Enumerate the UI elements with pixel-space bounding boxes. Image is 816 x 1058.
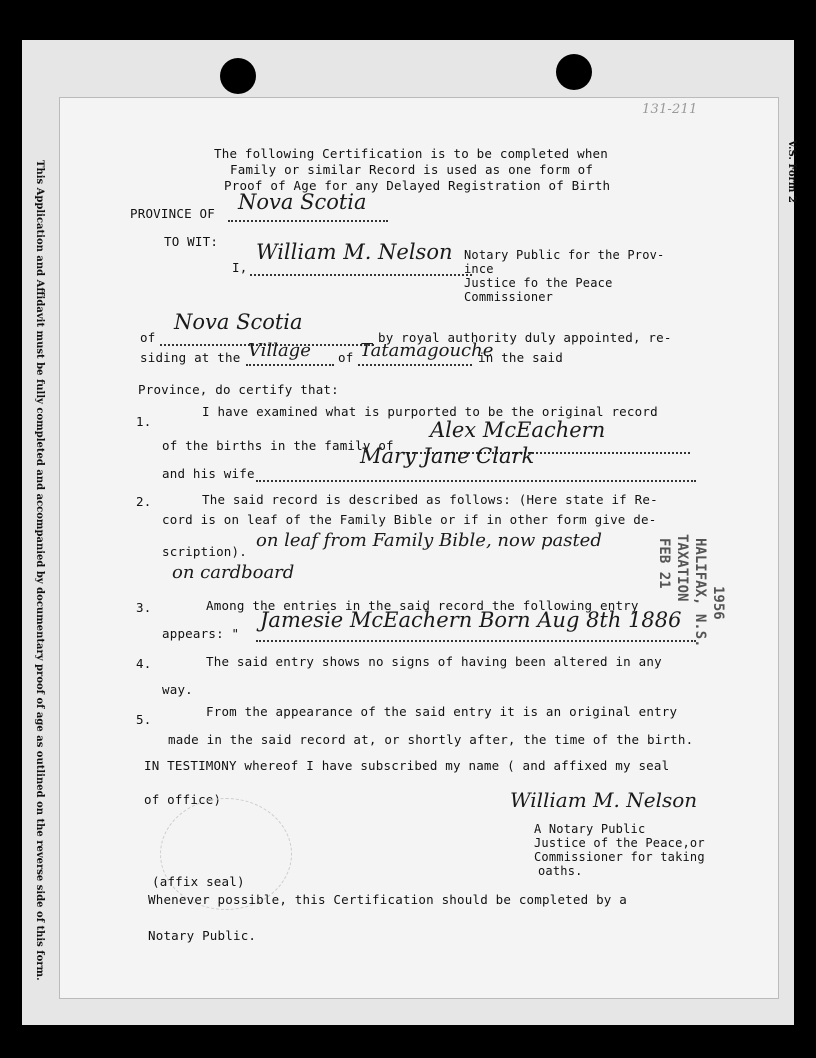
stamp-city: HALIFAX, N.S. (692, 538, 708, 648)
certify-line: Province, do certify that: (138, 382, 339, 397)
item-1-line-3: and his wife (162, 466, 255, 481)
notary-role-line-1: Notary Public for the Prov- (464, 248, 665, 262)
residing-of: of (338, 350, 354, 365)
notary-prefix: I, (232, 260, 248, 275)
record-description-2: on cardboard (172, 562, 295, 583)
signer-title-3: Commissioner for taking (534, 850, 705, 864)
item-2-line-2: cord is on leaf of the Family Bible or if in other form give de- (162, 512, 657, 527)
punch-hole-right (556, 54, 592, 90)
form-number: V.S. Form 2 (786, 140, 797, 203)
residing-prefix: siding at the (140, 350, 241, 365)
residing-suffix: in the said (478, 350, 563, 365)
affix-seal-label: (affix seal) (152, 874, 245, 889)
item-2-number: 2. (136, 494, 152, 509)
item-2-line-1: The said record is described as follows: (Here state if Re- (202, 492, 658, 507)
item-4-line-1: The said entry shows no signs of having been altered in any (206, 654, 662, 669)
mother-dots (256, 480, 696, 482)
place-type: Village (248, 340, 311, 361)
place-name: Tatamagouche (360, 340, 494, 361)
item-1-line-2: of the births in the family of (162, 438, 394, 453)
testimony-line-2: of office) (144, 792, 222, 807)
item-1-number: 1. (136, 414, 152, 429)
place-type-dots (246, 364, 334, 366)
stamp-date: FEB 21 (656, 538, 672, 589)
item-5-line-2: made in the said record at, or shortly after, the time of the birth. (168, 732, 694, 747)
signer-title-1: A Notary Public (534, 822, 646, 836)
punch-hole-left (220, 58, 256, 94)
notary-role-line-2: ince (464, 262, 494, 276)
notary-name-dots (250, 274, 472, 276)
of-value: Nova Scotia (174, 310, 303, 334)
stamp-year: 1956 (710, 586, 726, 620)
item-2-line-3: scription). (162, 544, 247, 559)
item-5-number: 5. (136, 712, 152, 727)
item-1-line-1: I have examined what is purported to be the original record (202, 404, 658, 419)
footer-line-1: Whenever possible, this Certification should be completed by a (148, 892, 627, 907)
footer-line-2: Notary Public. (148, 928, 257, 943)
corner-reference: 131-211 (642, 102, 698, 117)
item-3-line-1: Among the entries in the said record the following entry (206, 598, 639, 613)
testimony-line-1: IN TESTIMONY whereof I have subscribed my name ( and affixed my seal (144, 758, 670, 773)
mother-name: Mary Jane Clark (360, 444, 535, 468)
father-name: Alex McEachern (430, 418, 606, 442)
item-4-number: 4. (136, 656, 152, 671)
signer-title-4: oaths. (538, 864, 583, 878)
to-wit-label: TO WIT: (164, 234, 219, 249)
stamp-department: TAXATION (674, 534, 690, 602)
item-5-line-1: From the appearance of the said entry it is an original entry (206, 704, 678, 719)
notary-role-line-3: Justice fo the Peace (464, 276, 613, 290)
notary-signature: William M. Nelson (510, 788, 698, 812)
record-description-1: on leaf from Family Bible, now pasted (256, 530, 602, 551)
item-3-number: 3. (136, 600, 152, 615)
notary-role-line-4: Commissioner (464, 290, 554, 304)
province-label: PROVINCE OF (130, 206, 215, 221)
entry-dots (256, 640, 696, 642)
certification-page (60, 98, 778, 998)
appointed-text: by royal authority duly appointed, re- (378, 330, 672, 345)
heading-line-1: The following Certification is to be completed when (214, 146, 609, 161)
item-4-line-2: way. (162, 682, 193, 697)
notary-name: William M. Nelson (256, 240, 453, 264)
province-value: Nova Scotia (238, 190, 367, 214)
of-label: of (140, 330, 156, 345)
margin-instruction: This Application and Affidavit must be fully completed and accompanied by documentary proof of age as outlined on the reverse side of this form. (34, 160, 45, 981)
heading-line-3: Proof of Age for any Delayed Registration of Birth (224, 178, 611, 193)
place-dots (358, 364, 472, 366)
province-dots (228, 220, 388, 222)
heading-line-2: Family or similar Record is used as one form of (230, 162, 594, 177)
item-3-line-2: appears: " (162, 626, 240, 641)
signer-title-2: Justice of the Peace,or (534, 836, 705, 850)
birth-entry: Jamesie McEachern Born Aug 8th 1886 (260, 608, 682, 632)
